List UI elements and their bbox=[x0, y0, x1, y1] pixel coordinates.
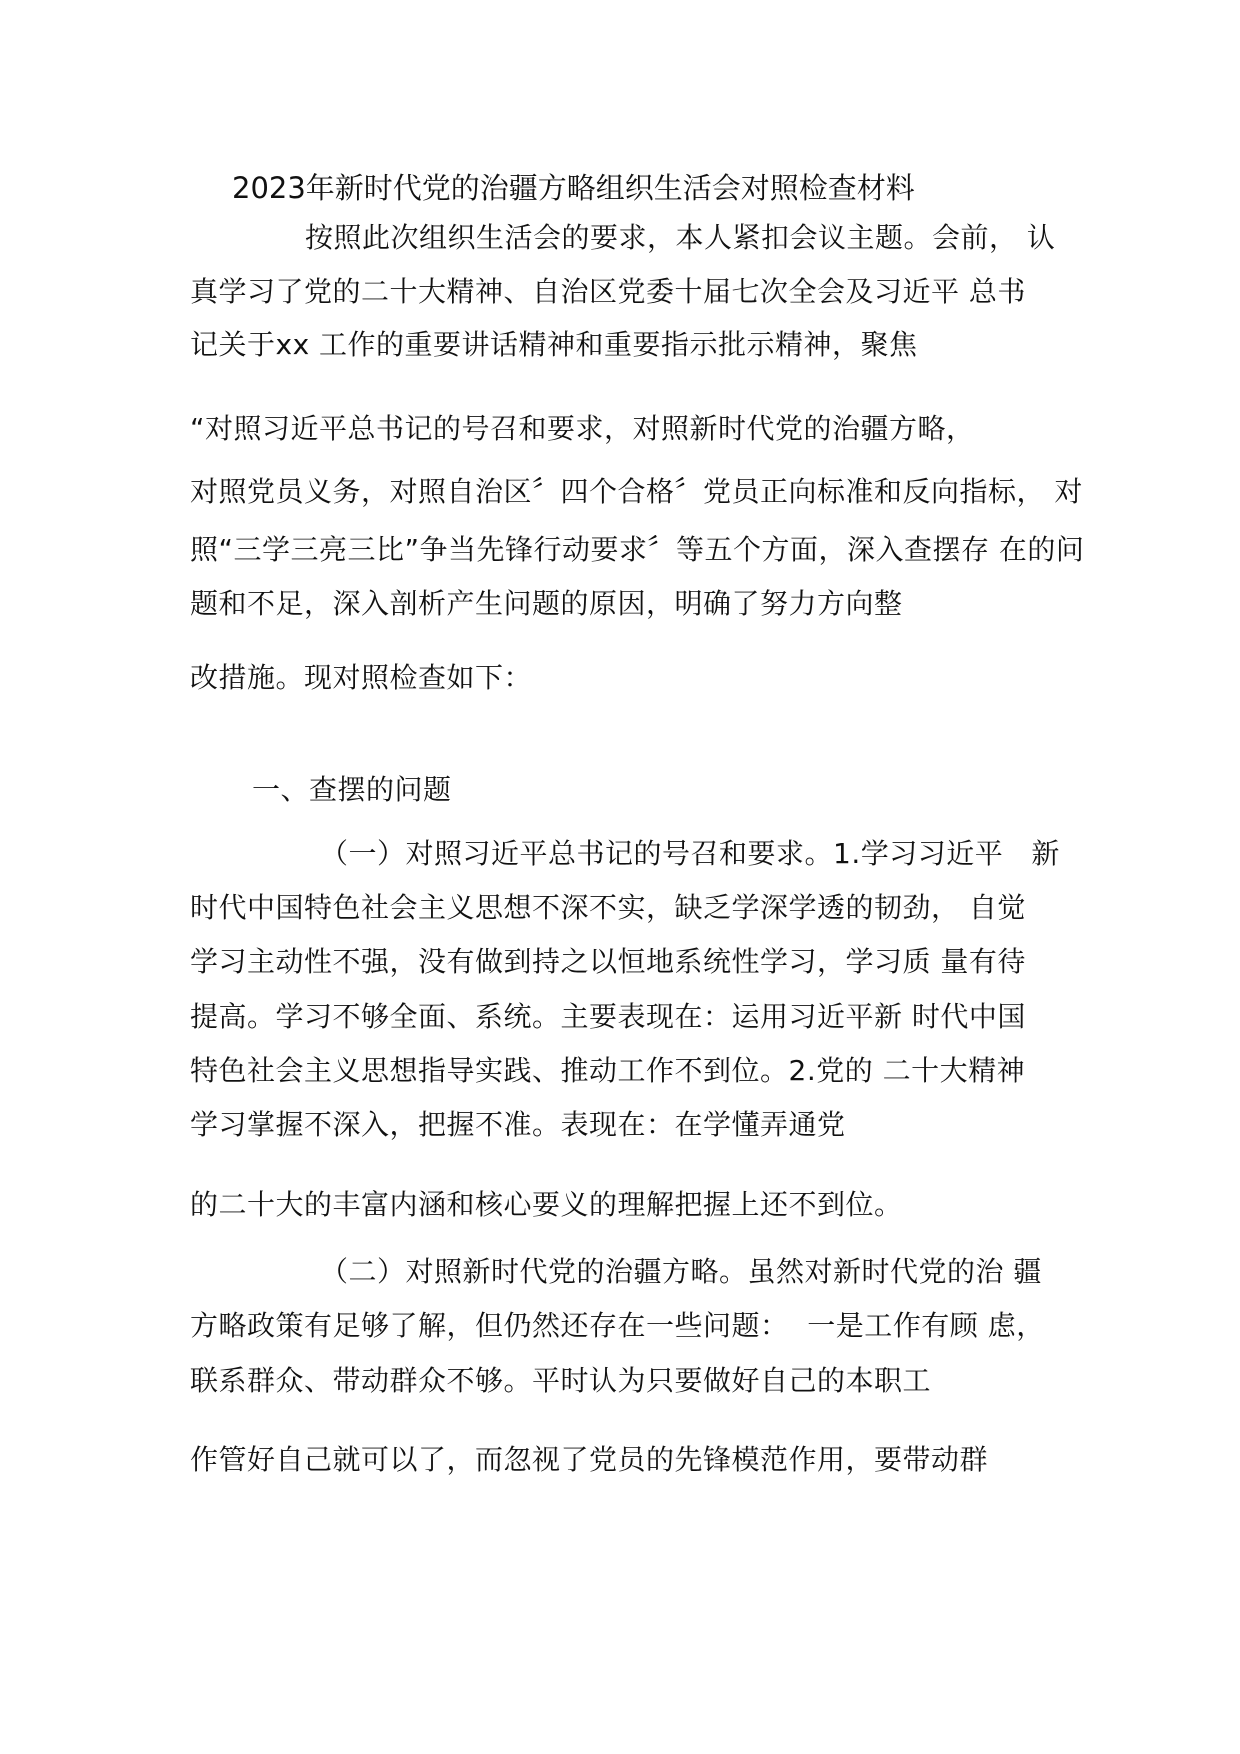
paragraph-line: 题和不足，深入剖析产生问题的原因，明确了努力方向整 bbox=[190, 587, 903, 620]
paragraph-line: 真学习了党的二十大精神、自治区党委十届七次全会及习近平 总书 bbox=[190, 275, 1026, 308]
paragraph-line: 学习主动性不强，没有做到持之以恒地系统性学习，学习质 量有待 bbox=[190, 945, 1026, 978]
paragraph-line: 按照此次组织生活会的要求，本人紧扣会议主题。会前， 认 bbox=[305, 221, 1056, 254]
paragraph-line: 时代中国特色社会主义思想不深不实，缺乏学深学透的韧劲， 自觉 bbox=[190, 891, 1026, 924]
paragraph-line: 提高。学习不够全面、系统。主要表现在：运用习近平新 时代中国 bbox=[190, 1000, 1026, 1033]
paragraph-line: 对照党员义务，对照自治区〞四个合格〞党员正向标准和反向指标， 对 bbox=[190, 475, 1083, 508]
paragraph-line: 的二十大的丰富内涵和核心要义的理解把握上还不到位。 bbox=[190, 1188, 903, 1221]
paragraph-line: （一）对照习近平总书记的号召和要求。1.学习习近平 新 bbox=[320, 837, 1060, 870]
document-title: 2023年新时代党的治疆方略组织生活会对照检查材料 bbox=[232, 171, 915, 205]
section-heading: 一、查摆的问题 bbox=[252, 773, 452, 806]
paragraph-line: 改措施。现对照检查如下： bbox=[190, 661, 533, 694]
paragraph-line: “对照习近平总书记的号召和要求，对照新时代党的治疆方略， bbox=[190, 412, 975, 445]
paragraph-line: 照“三学三亮三比”争当先锋行动要求〞等五个方面，深入查摆存 在的问 bbox=[190, 533, 1085, 566]
paragraph-line: 记关于xx 工作的重要讲话精神和重要指示批示精神，聚焦 bbox=[190, 328, 918, 361]
paragraph-line: 作管好自己就可以了，而忽视了党员的先锋模范作用，要带动群 bbox=[190, 1443, 989, 1476]
paragraph-line: 特色社会主义思想指导实践、推动工作不到位。2.党的 二十大精神 bbox=[190, 1054, 1026, 1087]
paragraph-line: （二）对照新时代党的治疆方略。虽然对新时代党的治 疆 bbox=[320, 1255, 1042, 1288]
paragraph-line: 方略政策有足够了解，但仍然还存在一些问题： 一是工作有顾 虑， bbox=[190, 1309, 1045, 1342]
paragraph-line: 联系群众、带动群众不够。平时认为只要做好自己的本职工 bbox=[190, 1364, 932, 1397]
paragraph-line: 学习掌握不深入，把握不准。表现在：在学懂弄通党 bbox=[190, 1108, 846, 1141]
